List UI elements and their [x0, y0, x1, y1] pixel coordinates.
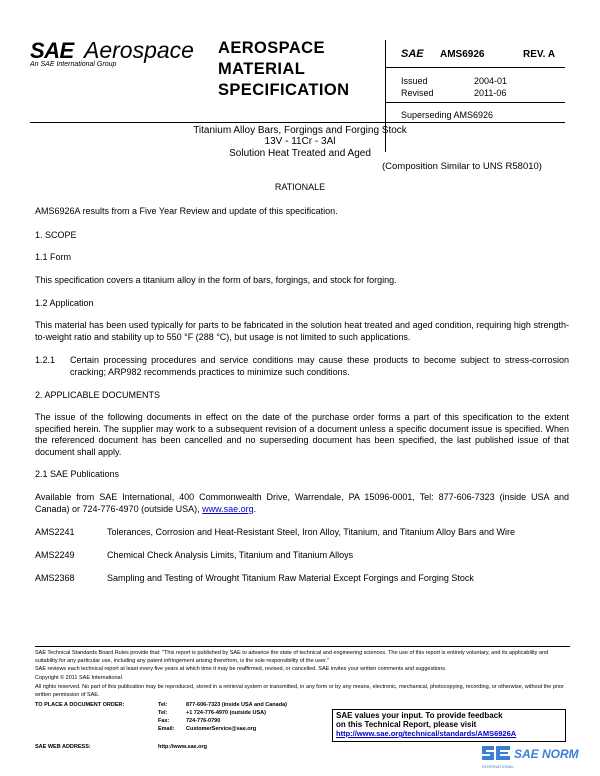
- section-1-2-1-text: Certain processing procedures and service conditions may cause these products to become subject to stress-corrosion cracking; ARP982 recommends practices to minimize such conditions.: [70, 355, 569, 377]
- sae-norm-logo-icon: [482, 744, 510, 762]
- contact-value: 724-776-0790: [186, 718, 221, 724]
- order-label: TO PLACE A DOCUMENT ORDER:: [35, 702, 125, 708]
- application-text: This material has been used typically for parts to be fabricated in the solution heat treated and aged condition, requiring high strength-to-weight ratio and stability up to 550 °F (288 °C), but usage is not limited to such applications.: [35, 320, 569, 342]
- header-bottom-rule: [30, 122, 565, 123]
- contact-value: +1 724-776-4970 (outside USA): [186, 710, 266, 716]
- superseding: Superseding AMS6926: [401, 110, 494, 120]
- revised-label: Revised: [401, 88, 434, 98]
- reference-code: AMS2241: [35, 527, 75, 537]
- footer-disclaimer: SAE Technical Standards Board Rules provide that: "This report is published by SAE to advance the state of technical and engineering sciences. The use of this report is entirely voluntary, and its applicability and suitability for any particular use, including any patent infringement arising therefrom, is the sole responsibility of the user.": [35, 650, 549, 664]
- section-scope: 1. SCOPE: [35, 230, 77, 240]
- web-address-value[interactable]: http://www.sae.org: [158, 744, 207, 750]
- contact-label: Tel:: [158, 710, 168, 716]
- reference-title: Chemical Check Analysis Limits, Titanium and Titanium Alloys: [107, 550, 354, 560]
- applicable-documents-text: The issue of the following documents in effect on the date of the purchase order forms a part of this specification to the extent specified herein. The supplier may work to a subsequent revision of a document unless a specific document issue is specified. When the referenced document has been cancelled and no superseding document has been specified, the last published issue of that document shall apply.: [35, 412, 569, 457]
- subject-composition: 13V - 11Cr - 3Al: [264, 136, 336, 147]
- reference-title: Tolerances, Corrosion and Heat-Resistant Steel, Iron Alloy, Titanium, and Titanium Alloy Bars and Wire: [107, 527, 516, 537]
- footer-copyright: Copyright © 2011 SAE International: [35, 675, 122, 681]
- header-rule: [385, 102, 565, 103]
- section-1-2-1-number: 1.2.1: [35, 355, 56, 365]
- sae-mark: SAE: [401, 48, 424, 60]
- sae-norm-logo-text: SAE NORM: [514, 747, 579, 761]
- logo-subtitle: An SAE International Group: [30, 61, 117, 68]
- sae-norm-logo-sub: INTERNATIONAL: [482, 764, 514, 769]
- document-type-title: AEROSPACE MATERIAL SPECIFICATION: [218, 39, 350, 99]
- web-address-label: SAE WEB ADDRESS:: [35, 744, 91, 750]
- contact-label: Email:: [158, 726, 175, 732]
- ams-number: AMS6926: [440, 49, 485, 60]
- feedback-line-1: SAE values your input. To provide feedback: [336, 711, 503, 720]
- contact-value: 877-606-7323 (inside USA and Canada): [186, 702, 287, 708]
- reference-title: Sampling and Testing of Wrought Titanium Raw Material Except Forgings and Forging Stock: [107, 573, 474, 583]
- contact-email[interactable]: CustomerService@sae.org: [186, 726, 257, 732]
- revised-date: 2011-06: [474, 88, 507, 98]
- footer-rights: All rights reserved. No part of this publication may be reproduced, stored in a retrieval system or transmitted, in any form or by any means, electronic, mechanical, photocopying, recording, or otherwise, without the prior written permission of SAE.: [35, 684, 564, 698]
- sae-website-link[interactable]: www.sae.org: [202, 503, 254, 514]
- rationale-heading: RATIONALE: [274, 182, 326, 192]
- section-application: 1.2 Application: [35, 298, 94, 308]
- form-text: This specification covers a titanium alloy in the form of bars, forgings, and stock for forging.: [35, 275, 397, 285]
- reference-code: AMS2368: [35, 573, 75, 583]
- rationale-text: AMS6926A results from a Five Year Review and update of this specification.: [35, 206, 338, 216]
- feedback-link[interactable]: http://www.sae.org/technical/standards/AMS6926A: [336, 729, 517, 738]
- header-rule: [385, 67, 565, 68]
- reference-code: AMS2249: [35, 550, 75, 560]
- contact-label: Fax:: [158, 718, 170, 724]
- section-form: 1.1 Form: [35, 252, 72, 262]
- issued-label: Issued: [401, 76, 428, 86]
- sae-publications-text: Available from SAE International, 400 Commonwealth Drive, Warrendale, PA 15096-0001, Tel: 877-606-7323 (inside USA and Canada) or 724-776-4970 (outside USA), www.sae.org.: [35, 492, 569, 514]
- subject-condition: Solution Heat Treated and Aged: [229, 148, 371, 159]
- subject-title: Titanium Alloy Bars, Forgings and Forging Stock: [193, 125, 407, 136]
- footer-rule: [35, 646, 570, 647]
- footer-review-note: SAE reviews each technical report at least every five years at which time it may be reaffirmed, revised, or cancelled. SAE invites your written comments and suggestions.: [35, 666, 447, 672]
- issued-date: 2004-01: [474, 76, 508, 86]
- feedback-line-2: on this Technical Report, please visit: [336, 720, 477, 729]
- contact-label: Tel:: [158, 702, 168, 708]
- composition-similar: (Composition Similar to UNS R58010): [382, 161, 542, 172]
- section-applicable-documents: 2. APPLICABLE DOCUMENTS: [35, 390, 161, 400]
- revision: REV. A: [523, 49, 556, 60]
- sae-logo: SAE: [30, 38, 74, 63]
- section-sae-publications: 2.1 SAE Publications: [35, 469, 120, 479]
- aerospace-logo-text: Aerospace: [84, 37, 194, 63]
